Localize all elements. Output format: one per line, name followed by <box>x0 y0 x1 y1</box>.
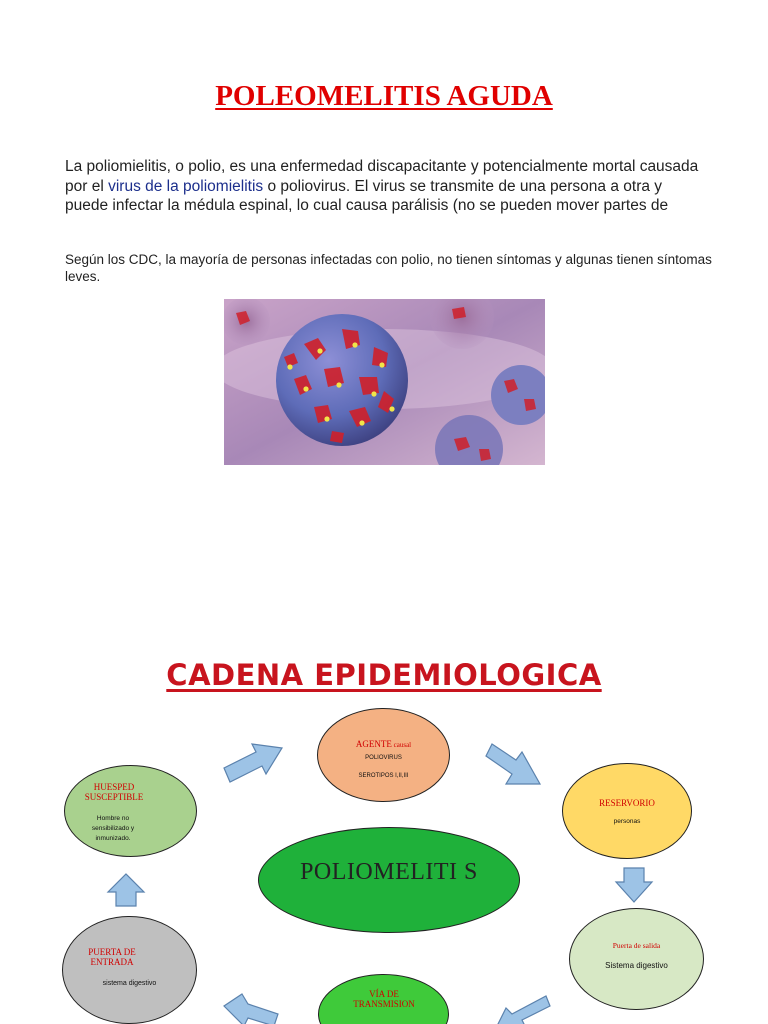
arrow-left-down-icon <box>492 994 552 1024</box>
puerta-text: sistema digestivo <box>102 980 157 987</box>
arrow-left-up-icon <box>222 992 282 1024</box>
poliovirus-illustration <box>224 299 545 465</box>
reservorio-text: personas <box>613 818 641 825</box>
center-label: POLIOMELITI S <box>300 859 478 885</box>
salida-text: Sistema digestivo <box>605 961 668 970</box>
agente-line-2: SEROTIPOS I,II,III <box>358 773 409 779</box>
huesped-text: Hombre no sensibilizado y inmunizado. <box>91 815 135 842</box>
arrow-right-up-icon <box>220 738 286 784</box>
node-reservorio <box>562 763 692 859</box>
agente-line-1: POLIOVIRUS <box>365 755 402 761</box>
huesped-heading: HUESPED SUSCEPTIBLE <box>84 782 144 802</box>
agente-heading-suffix: causal <box>391 741 412 749</box>
node-puerta-entrada <box>62 916 197 1024</box>
via-heading: VÍA DE TRANSMISION <box>353 989 415 1009</box>
reservorio-heading: RESERVORIO <box>599 798 655 808</box>
puerta-heading: PUERTA DE ENTRADA <box>88 947 136 967</box>
virus-link[interactable]: virus de la poliomielitis <box>108 177 264 195</box>
agente-heading: AGENTE <box>355 739 392 749</box>
intro-paragraph <box>65 157 705 216</box>
salida-heading: Puerta de salida <box>612 941 661 950</box>
arrow-down-icon <box>614 866 654 904</box>
intro-text-2: o poliovirus. El virus se transmite de una persona a otra y puede infectar la médula espinal, lo cual causa parálisis (no se pueden mover partes de <box>65 177 669 214</box>
cdc-note: Según los CDC, la mayoría de personas infectadas con polio, no tienen síntomas y algunas tienen síntomas leves. <box>65 252 712 284</box>
arrow-right-down-icon <box>482 742 544 788</box>
poliovirus-image <box>224 299 545 465</box>
arrow-up-icon <box>106 872 146 908</box>
node-poliomelitis <box>258 827 520 933</box>
node-huesped-susceptible <box>64 765 197 857</box>
node-puerta-salida <box>569 908 704 1010</box>
node-agente-causal <box>317 708 450 802</box>
node-via-transmision <box>318 974 449 1024</box>
intro-text-1: La poliomielitis, o polio, es una enfermedad discapacitante y potencialmente mortal causada por el <box>65 158 699 195</box>
section-subtitle: CADENA EPIDEMIOLOGICA <box>166 658 602 692</box>
page-title: POLEOMELITIS AGUDA <box>215 80 553 112</box>
